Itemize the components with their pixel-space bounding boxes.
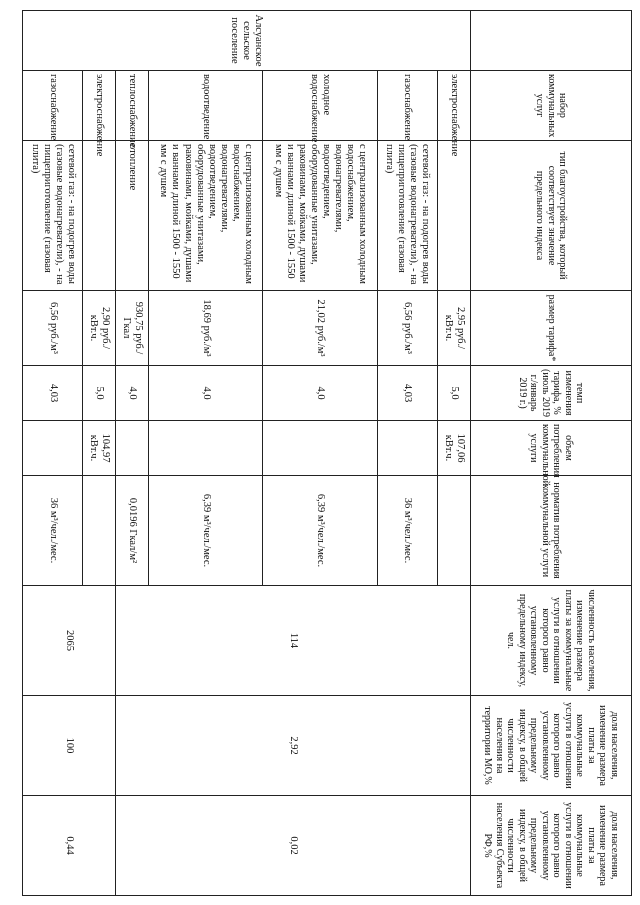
change-cell: 4,0 xyxy=(115,366,148,421)
tariff-table xyxy=(22,10,632,896)
header-consumption-norm: норматив потребления коммунальной услуги xyxy=(470,476,631,586)
header-improvement: тип благоустройства, который соответствует значение предельного индекса xyxy=(470,141,631,291)
header-tariff: размер тарифа* xyxy=(470,291,631,366)
volume-cell: 104,97 кВт.ч. xyxy=(83,421,116,476)
header-consumption-volume: объем потребления коммунальной услуги xyxy=(470,421,631,476)
tariff-cell: 6,56 руб./м³ xyxy=(23,291,83,366)
norm-cell: 6,39 м³/чел./мес. xyxy=(148,476,262,586)
service-cell: водоотведение xyxy=(148,71,262,141)
header-row xyxy=(470,11,631,896)
norm-cell: 36 м³/чел./мес. xyxy=(23,476,83,586)
change-cell: 4,0 xyxy=(148,366,262,421)
share-subject-value: 0,44 xyxy=(23,796,116,896)
norm-cell: 36 м³/чел./мес. xyxy=(377,476,437,586)
tariff-cell: 2,95 руб./кВт.ч. xyxy=(437,291,470,366)
tariff-cell: 6,56 руб./м³ xyxy=(377,291,437,366)
volume-cell xyxy=(263,421,377,476)
service-cell: электроснабжение xyxy=(83,71,116,141)
service-cell: газоснабжение xyxy=(377,71,437,141)
header-tariff-change: темп изменения тарифа, % (июль 2019 г./январь 2019 г.) xyxy=(470,366,631,421)
improvement-cell: с централизованным холодным водоснабжением, водонагревателями, водоотведением, оборудованные унитазами, раковинами, мойками, душами и ваннами длиной 1500 - 1550 мм с душем xyxy=(263,141,377,291)
service-cell: электроснабжение xyxy=(437,71,470,141)
header-population: численность населения, изменение размера платы за коммунальные услуги в отношении которого равно установленному предельному индексу, чел. xyxy=(470,586,631,696)
volume-cell xyxy=(148,421,262,476)
improvement-cell: с централизованным холодным водоснабжением, водонагревателями, водоотведением, оборудованные унитазами, раковинами, мойками, душами и ваннами длиной 1500 - 1550 мм с душем xyxy=(148,141,262,291)
improvement-cell xyxy=(437,141,470,291)
share-mo-value: 100 xyxy=(23,696,116,796)
change-cell: 4,03 xyxy=(23,366,83,421)
improvement-cell xyxy=(83,141,116,291)
table-row xyxy=(437,11,470,896)
header-settlement xyxy=(470,11,631,71)
change-cell: 4,03 xyxy=(377,366,437,421)
share-mo-value: 2,92 xyxy=(115,696,470,796)
tariff-cell: 2,90 руб./кВт.ч. xyxy=(83,291,116,366)
volume-cell xyxy=(377,421,437,476)
norm-cell xyxy=(437,476,470,586)
improvement-cell: сетевой газ: - на подогрев воды (газовые водонагреватели), - на пищеприготовление (газовая плита) xyxy=(23,141,83,291)
volume-cell xyxy=(115,421,148,476)
change-cell: 5,0 xyxy=(437,366,470,421)
change-cell: 4,0 xyxy=(263,366,377,421)
norm-cell: 6,39 м³/чел./мес. xyxy=(263,476,377,586)
tariff-cell: 18,69 руб./м³ xyxy=(148,291,262,366)
population-value: 114 xyxy=(115,586,470,696)
volume-cell xyxy=(23,421,83,476)
header-share-subject: доля населения, изменение размера платы за коммунальные услуги в отношении которого равно установленному предельному индексу, в общей численности населения Субъекта РФ,% xyxy=(470,796,631,896)
service-cell: холодное водоснабжение xyxy=(263,71,377,141)
volume-cell: 107,06 кВт.ч. xyxy=(437,421,470,476)
change-cell: 5,0 xyxy=(83,366,116,421)
service-cell: теплоснабжение xyxy=(115,71,148,141)
tariff-cell: 21,02 руб./м³ xyxy=(263,291,377,366)
share-subject-value: 0,02 xyxy=(115,796,470,896)
norm-cell: 0,0196 Гкал/м² xyxy=(115,476,148,586)
norm-cell xyxy=(83,476,116,586)
improvement-cell: сетевой газ: - на подогрев воды (газовые водонагреватели), - на пищеприготовление (газовая плита) xyxy=(377,141,437,291)
service-cell: газоснабжение xyxy=(23,71,83,141)
table-row xyxy=(83,11,116,896)
header-share-mo: доля населения, изменение размера платы за коммунальные услуги в отношении которого равно установленному предельному индексу, в общей численности населения на территории МО,% xyxy=(470,696,631,796)
improvement-cell: отопление xyxy=(115,141,148,291)
population-value: 2065 xyxy=(23,586,116,696)
settlement-name: Алсуанское сельское поселение xyxy=(23,11,471,71)
tariff-cell: 930,75 руб./Гкал xyxy=(115,291,148,366)
header-services: набор коммунальных услуг xyxy=(470,71,631,141)
